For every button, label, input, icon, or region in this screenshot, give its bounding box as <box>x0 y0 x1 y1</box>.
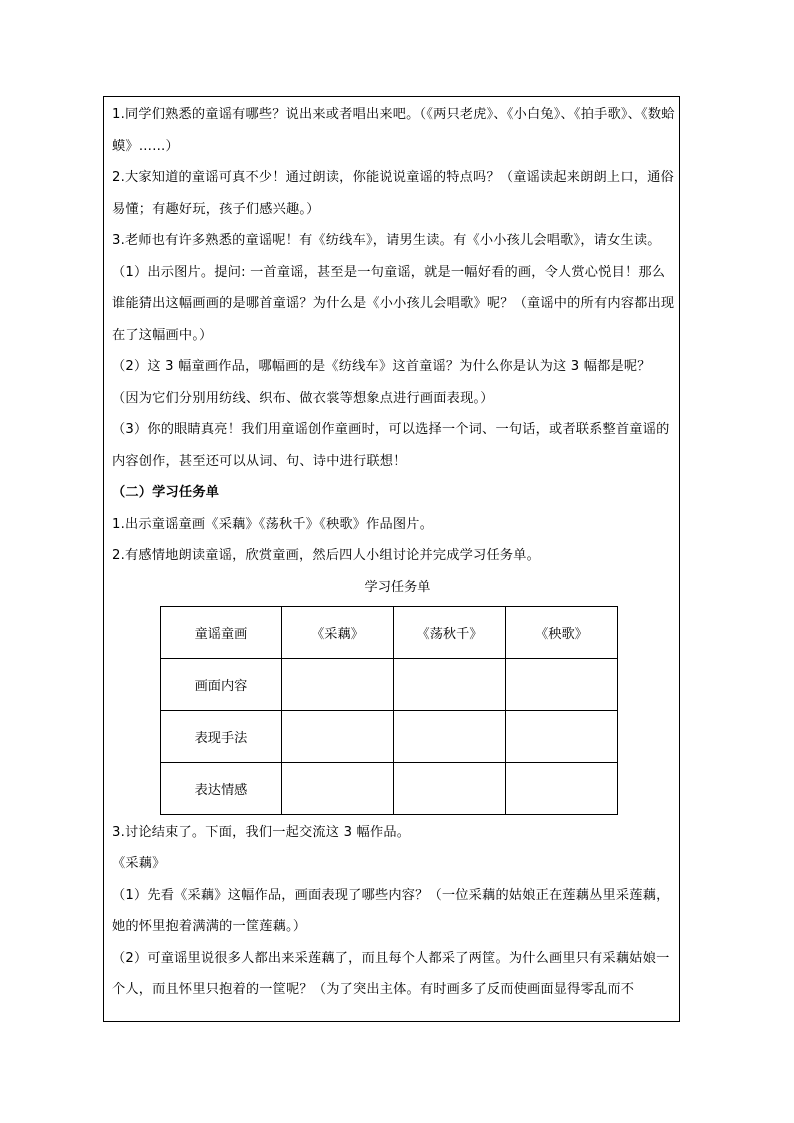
table-header-cell: 《秧歌》 <box>506 606 618 658</box>
table-row-label: 表达情感 <box>161 762 282 814</box>
table-cell <box>282 658 394 710</box>
table-header-cell: 《荡秋千》 <box>394 606 506 658</box>
artwork-question-1: （1）先看《采藕》这幅作品，画面表现了哪些内容？（一位采藕的姑娘正在莲藕丛里采莲藕，她的怀里抱着满满的一筐莲藕。） <box>112 887 670 934</box>
table-cell <box>506 710 618 762</box>
table-caption: 学习任务单 <box>364 579 431 595</box>
table-cell <box>506 762 618 814</box>
table-header-row <box>161 606 618 658</box>
paragraph-3-2: （2）这 3 幅童画作品，哪幅画的是《纺线车》这首童谣？为什么你是认为这 3 幅都是呢？（因为它们分别用纺线、织布、做衣裳等想象点进行画面表现。） <box>112 359 651 406</box>
table-row-label: 画面内容 <box>161 658 282 710</box>
section-heading: （二）学习任务单 <box>112 485 220 500</box>
table-cell <box>394 762 506 814</box>
paragraph-3-3: （3）你的眼睛真亮！我们用童谣创作童画时，可以选择一个词、一句话，或者联系整首童谣的内容创作，甚至还可以从词、句、诗中进行联想！ <box>112 422 670 469</box>
discussion-step: 3.讨论结束了。下面，我们一起交流这 3 幅作品。 <box>112 824 411 840</box>
task-table <box>160 606 618 815</box>
artwork-question-2: （2）可童谣里说很多人都出来采莲藕了，而且每个人都采了两筐。为什么画里只有采藕姑娘一个人，而且怀里只抱着的一筐呢？（为了突出主体。有时画多了反而使画面显得零乱而不 <box>112 950 670 997</box>
artwork-title: 《采藕》 <box>112 856 166 871</box>
table-header-cell: 《采藕》 <box>282 606 394 658</box>
table-row <box>161 710 618 762</box>
table-cell <box>282 762 394 814</box>
table-row-label: 表现手法 <box>161 710 282 762</box>
table-header-cell: 童谣童画 <box>161 606 282 658</box>
paragraph-3-1: （1）出示图片。提问: 一首童谣，甚至是一句童谣，就是一幅好看的画，令人赏心悦目！那么谁能猜出这幅画画的是哪首童谣？为什么是《小小孩儿会唱歌》呢？（童谣中的所有内容都出现在了这幅画中。） <box>112 264 675 343</box>
paragraph-2: 2.大家知道的童谣可真不少！通过朗读，你能说说童谣的特点吗？（童谣读起来朗朗上口，通俗易懂；有趣好玩，孩子们感兴趣。） <box>112 170 674 217</box>
table-row <box>161 762 618 814</box>
table-cell <box>506 658 618 710</box>
task-step-2: 2.有感情地朗读童谣，欣赏童画，然后四人小组讨论并完成学习任务单。 <box>112 548 540 563</box>
task-step-1: 1.出示童谣童画《采藕》《荡秋千》《秧歌》作品图片。 <box>112 516 434 532</box>
table-cell <box>282 710 394 762</box>
lesson-content <box>112 97 675 1006</box>
paragraph-1: 1.同学们熟悉的童谣有哪些？说出来或者唱出来吧。（《两只老虎》、《小白兔》、《拍手歌》、《数蛤蟆》……） <box>112 107 675 154</box>
table-cell <box>394 658 506 710</box>
table-cell <box>394 710 506 762</box>
paragraph-3: 3.老师也有许多熟悉的童谣呢！有《纺线车》，请男生读。有《小小孩儿会唱歌》，请女生读。 <box>112 233 661 248</box>
lesson-plan-frame <box>103 96 680 1022</box>
table-row <box>161 658 618 710</box>
